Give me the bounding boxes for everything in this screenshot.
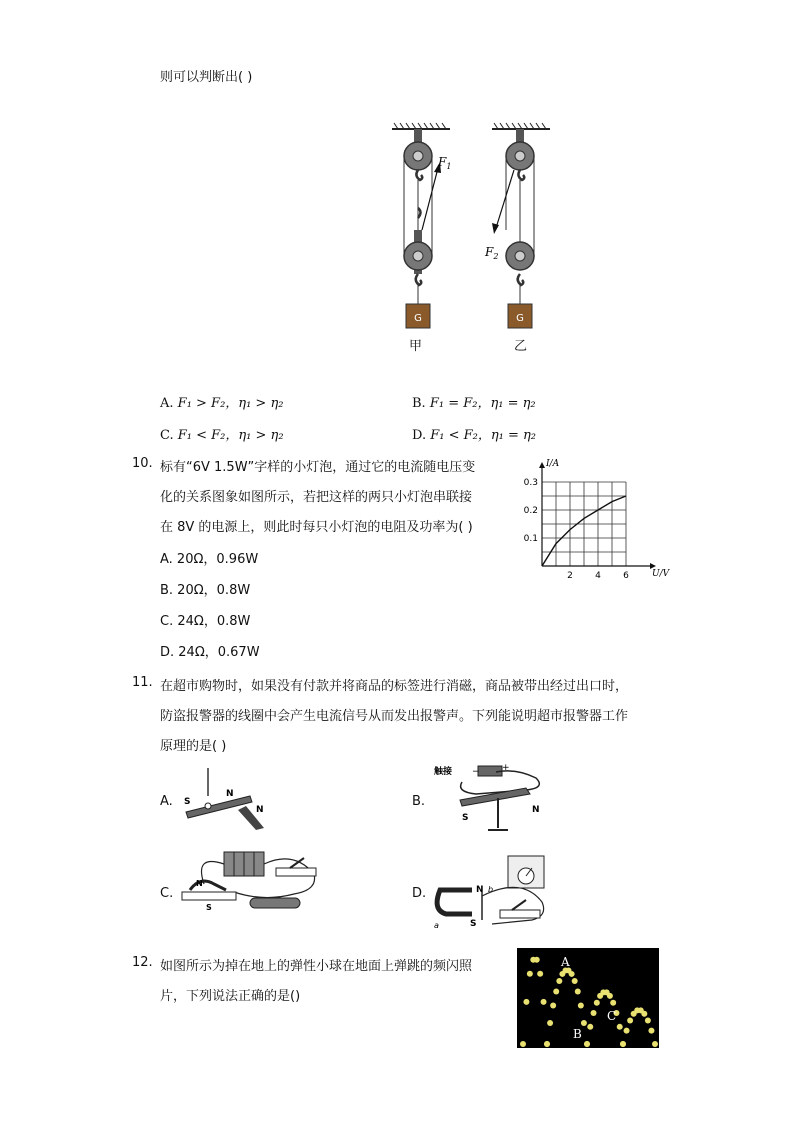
ball-dot [578, 1002, 584, 1008]
q9-intro: 则可以判断出( ) [160, 70, 253, 85]
y-axis-label: I/A [546, 459, 560, 469]
svg-text:S: S [470, 919, 477, 929]
ball-dot [652, 1041, 658, 1047]
q9-option-d[interactable]: D. F₁ < F₂，η₁ = η₂ [412, 428, 537, 443]
ball-dot [624, 1028, 630, 1034]
svg-text:a: a [434, 921, 439, 930]
iu-chart [510, 446, 670, 586]
ball-dot [556, 978, 562, 984]
q10-option-a[interactable]: A. 20Ω，0.96W [160, 552, 259, 567]
x-tick-label: 4 [595, 571, 601, 581]
ball-dot [648, 1028, 654, 1034]
svg-text:N: N [196, 879, 203, 888]
ball-dot [641, 1011, 647, 1017]
ball-dot [541, 999, 547, 1005]
fig-label-yi: 乙 [514, 339, 528, 354]
photo-label-b: B [573, 1027, 582, 1041]
ball-dot [544, 1041, 550, 1047]
q11-line-3: 原理的是( ) [160, 739, 227, 754]
fixed-pulley-left [404, 129, 432, 180]
ball-dot [617, 1024, 623, 1030]
q11-option-d[interactable]: D. [412, 886, 427, 901]
oersted-figure [432, 762, 552, 838]
ball-dot [627, 1017, 633, 1023]
ball-dot [620, 1041, 626, 1047]
fixed-pulley-right [506, 129, 534, 180]
ball-dot [572, 978, 578, 984]
svg-text:N: N [256, 805, 264, 815]
q10-line-2: 化的关系图象如图所示，若把这样的两只小灯泡串联接 [160, 490, 473, 505]
x-tick-label: 6 [623, 571, 629, 581]
photo-label-c: C [607, 1009, 617, 1023]
f2-arrow [492, 170, 514, 234]
ball-dot [594, 1000, 600, 1006]
ball-dot [537, 971, 543, 977]
bouncing-ball-photo [517, 948, 659, 1048]
q10-option-c[interactable]: C. 24Ω，0.8W [160, 614, 251, 629]
weight-left [406, 304, 430, 328]
q11-option-b[interactable]: B. [412, 794, 426, 809]
y-axis-arrow [539, 462, 545, 468]
ball-dot [591, 1010, 597, 1016]
q12-line-1: 如图所示为掉在地上的弹性小球在地面上弹跳的频闪照 [160, 959, 473, 974]
ball-dot [645, 1017, 651, 1023]
ball-dot [523, 999, 529, 1005]
q11-option-c[interactable]: C. [160, 886, 174, 901]
q9-option-c[interactable]: C. F₁ < F₂，η₁ > η₂ [160, 428, 284, 443]
svg-text:G: G [414, 313, 422, 324]
ball-dot [587, 1024, 593, 1030]
q11-option-a[interactable]: A. [160, 794, 173, 809]
svg-text:−: − [472, 767, 480, 777]
y-tick-label: 0.3 [523, 478, 538, 488]
induction-figure [432, 852, 562, 932]
svg-text:b: b [488, 885, 494, 894]
q10-line-1: 标有“6V 1.5W”字样的小灯泡，通过它的电流随电压变 [160, 460, 476, 475]
magnet-needle-figure [180, 766, 280, 830]
ball-dot [553, 988, 559, 994]
motor-circuit-figure [180, 846, 330, 916]
f1-label: $F_1$ [438, 155, 452, 171]
movable-pulley-right [506, 242, 534, 304]
ball-dot [584, 1041, 590, 1047]
ball-dot [547, 1020, 553, 1026]
x-axis-label: U/V [652, 569, 670, 579]
ball-dot [575, 988, 581, 994]
ball-dot [607, 993, 613, 999]
svg-text:N: N [226, 789, 234, 799]
q12-line-2: 片，下列说法正确的是() [160, 989, 301, 1004]
ball-dot [610, 1000, 616, 1006]
ceiling-left [392, 123, 450, 129]
ball-dot [569, 971, 575, 977]
q10-option-d[interactable]: D. 24Ω，0.67W [160, 645, 260, 660]
ball-dot [550, 1002, 556, 1008]
q11-number: 11. [132, 675, 153, 690]
q9-option-a[interactable]: A. F₁ > F₂，η₁ > η₂ [160, 396, 284, 411]
svg-text:S: S [206, 903, 212, 912]
ceiling-right [492, 123, 550, 129]
q9-option-b[interactable]: B. F₁ = F₂，η₁ = η₂ [412, 396, 536, 411]
ball-dot [520, 1041, 526, 1047]
x-tick-label: 2 [567, 571, 573, 581]
q11-line-2: 防盗报警器的线圈中会产生电流信号从而发出报警声。下列能说明超市报警器工作 [160, 709, 629, 724]
q12-number: 12. [132, 955, 153, 970]
svg-text:触接: 触接 [434, 767, 453, 777]
q10-line-3: 在 8V 的电源上，则此时每只小灯泡的电阻及功率为( ) [160, 520, 473, 535]
ball-dot [581, 1020, 587, 1026]
svg-text:S: S [184, 797, 191, 807]
svg-text:N: N [532, 805, 540, 815]
svg-text:N: N [476, 885, 484, 895]
svg-text:+: + [502, 763, 510, 773]
q10-number: 10. [132, 456, 153, 471]
y-tick-label: 0.2 [523, 506, 538, 516]
ball-dot [534, 957, 540, 963]
pulley-figure [380, 120, 570, 360]
q11-line-1: 在超市购物时，如果没有付款并将商品的标签进行消磁，商品被带出经过出口时， [160, 679, 629, 694]
y-tick-label: 0.1 [523, 534, 538, 544]
weight-right [508, 304, 532, 328]
fig-label-jia: 甲 [409, 339, 423, 354]
f2-label: $F_2$ [485, 245, 499, 261]
q10-option-b[interactable]: B. 20Ω，0.8W [160, 583, 251, 598]
photo-label-a: A [561, 955, 570, 969]
svg-text:S: S [462, 813, 469, 823]
svg-text:G: G [516, 313, 524, 324]
ball-dot [527, 971, 533, 977]
